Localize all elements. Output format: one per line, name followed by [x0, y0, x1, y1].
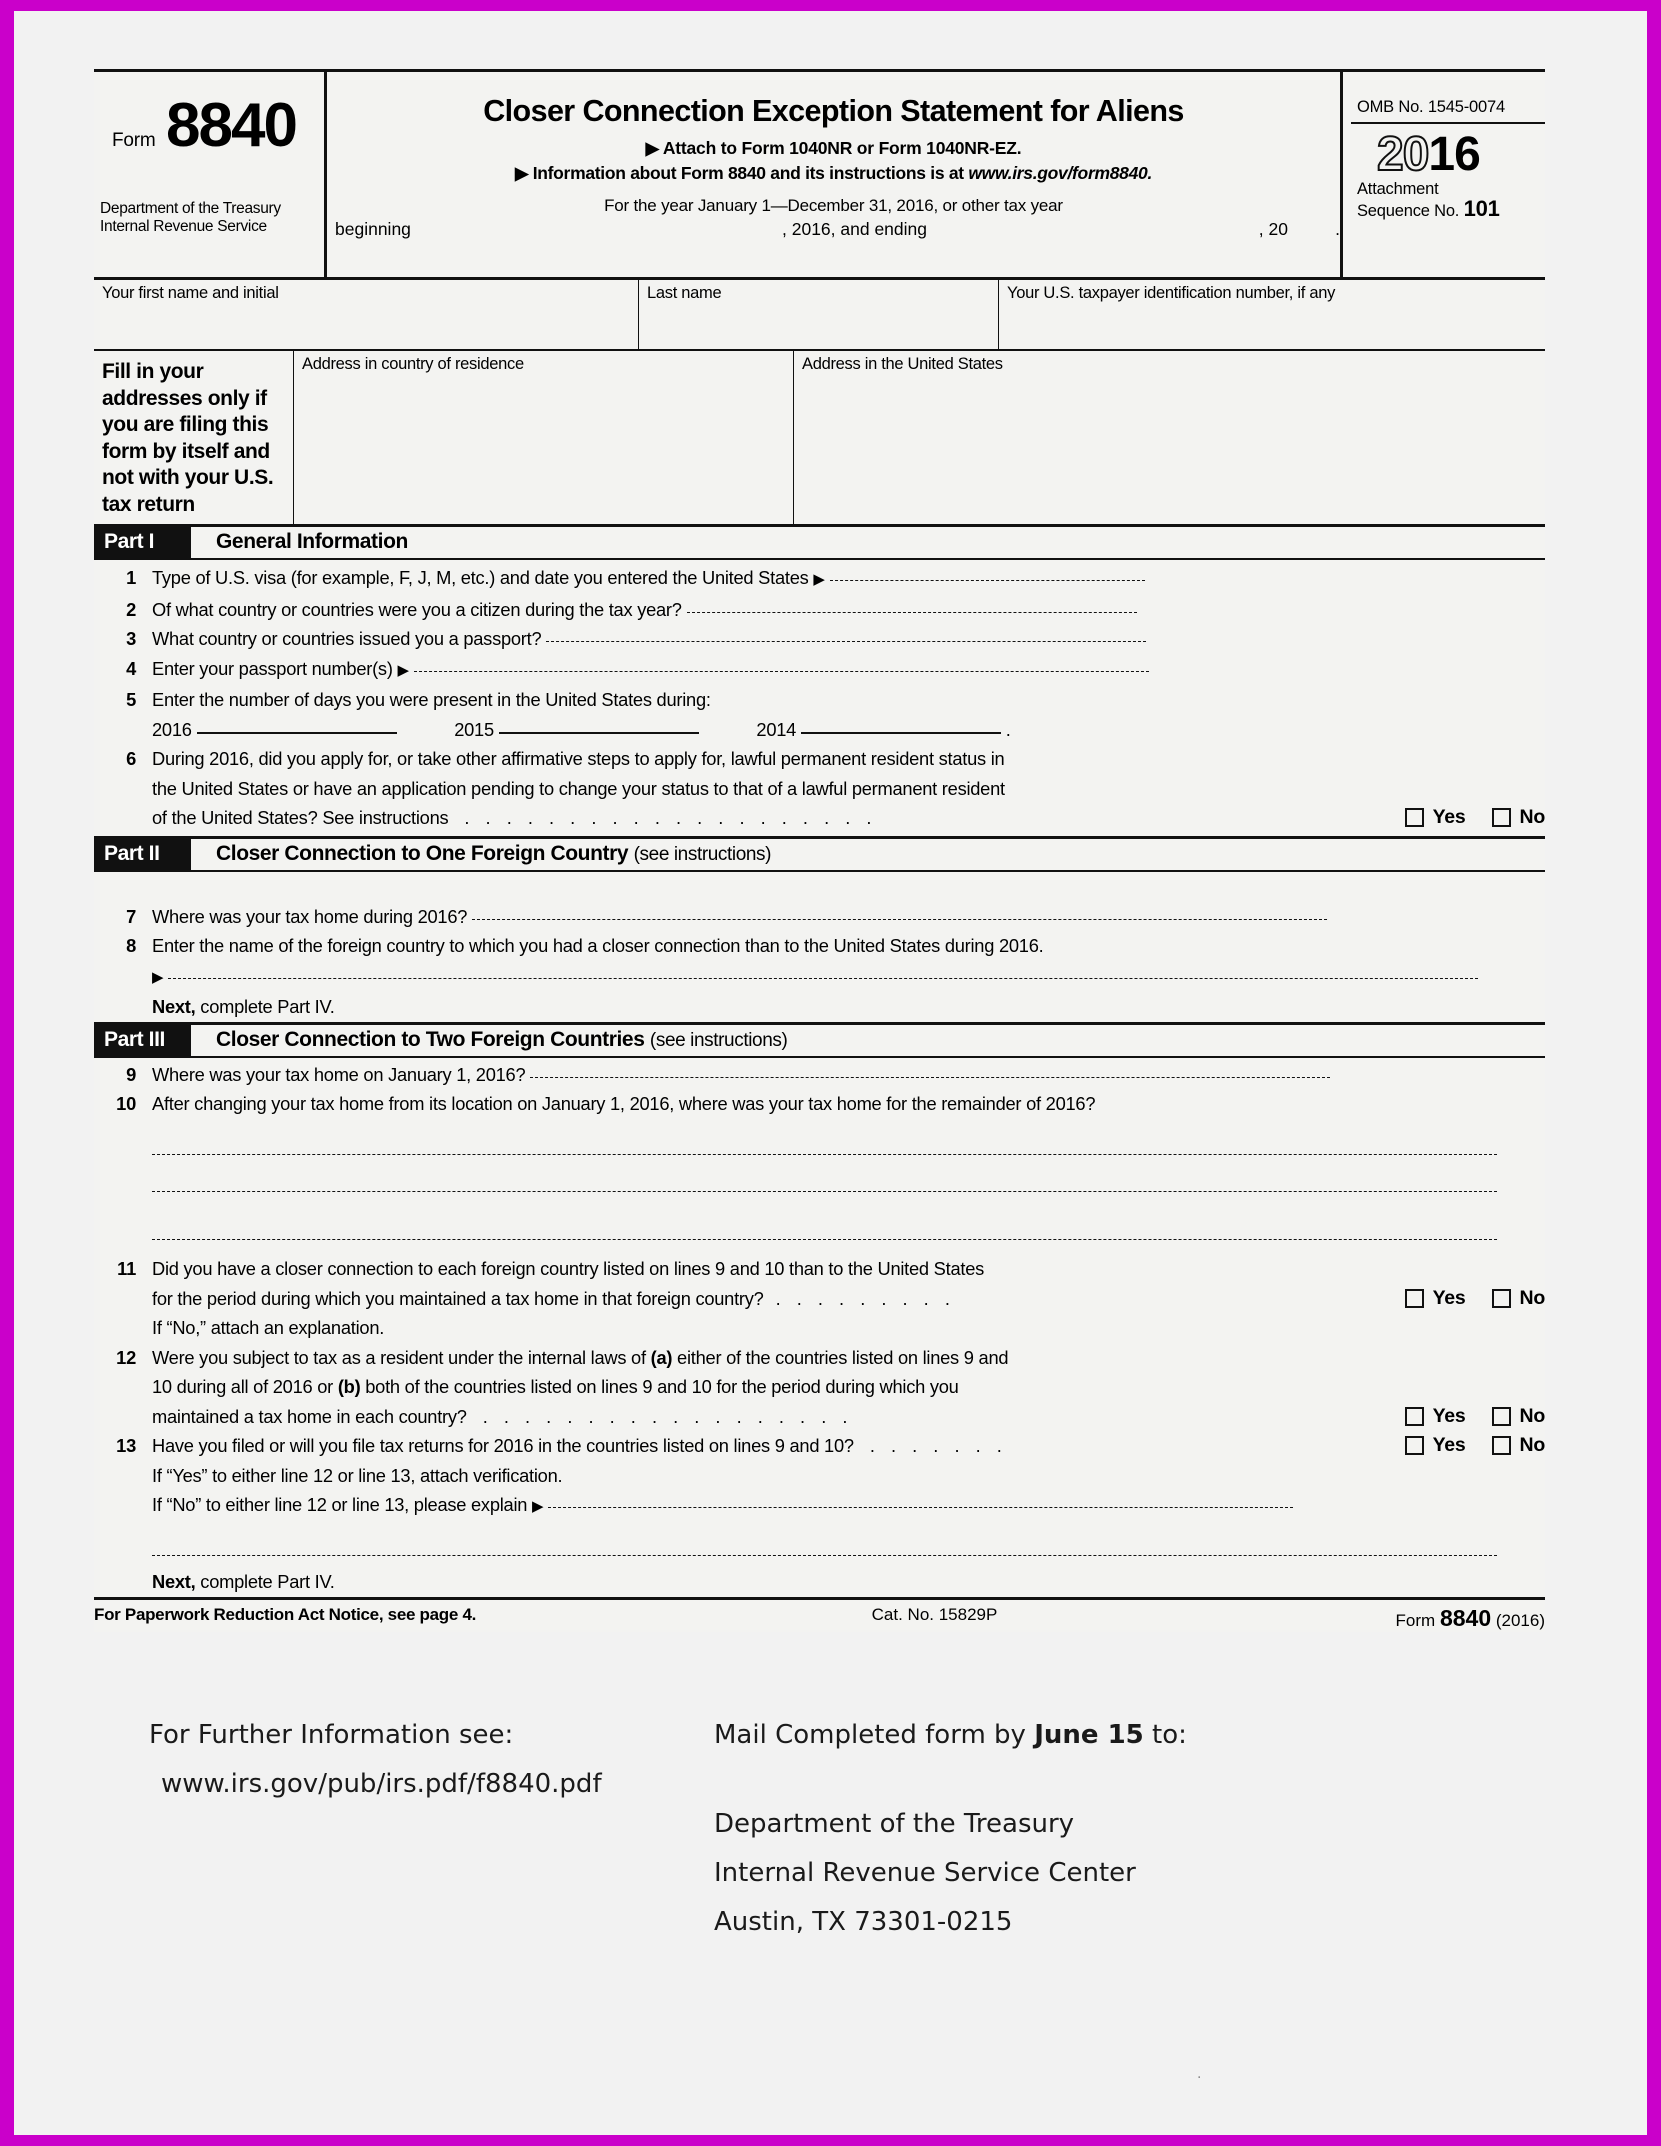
checkbox-no[interactable] — [1492, 1436, 1511, 1455]
department-line-1: Department of the Treasury — [100, 200, 281, 217]
label-yes: Yes — [1432, 806, 1466, 828]
line-11-text-2: for the period during which you maintained a tax home in that foreign country? — [152, 1287, 764, 1309]
label-no: No — [1519, 806, 1545, 828]
address-us-label: Address in the United States — [802, 355, 1003, 373]
footer-form-year: (2016) — [1495, 1610, 1545, 1630]
line-2 — [94, 595, 1545, 625]
tax-year-line: For the year January 1—December 31, 2016, or other tax year — [604, 196, 1063, 215]
line-4-number: 4 — [126, 657, 136, 679]
scan-artifact-dot: . — [1197, 2065, 1202, 2082]
scanned-page — [14, 11, 1647, 2135]
footer-form-label: Form — [1395, 1610, 1436, 1630]
first-name-label: Your first name and initial — [102, 284, 279, 302]
mailing-address-line-2: Internal Revenue Service Center — [714, 1858, 1136, 1888]
line-12-text-3: maintained a tax home in each country? — [152, 1405, 467, 1427]
line-12-option-a: (a) — [650, 1346, 673, 1368]
sequence-number: 101 — [1463, 196, 1500, 221]
next-rest: complete Part IV. — [195, 996, 335, 1017]
part-1-bar — [94, 524, 1545, 560]
line-6-number: 6 — [126, 748, 136, 769]
line-3-text: What country or countries issued you a passport? — [152, 628, 542, 649]
fill-addresses-note: Fill in your addresses only if you are filing this form by itself and not with your U.S. tax return — [94, 351, 294, 524]
part-2-title-suffix: (see instructions) — [633, 843, 772, 865]
pointer-icon: ▶ — [813, 571, 825, 588]
tax-year-prefix: 20 — [1377, 128, 1429, 181]
line-9-input[interactable] — [530, 1077, 1330, 1078]
tin-label: Your U.S. taxpayer identification number, if any — [1007, 284, 1336, 302]
header-right — [1340, 72, 1545, 277]
line-6 — [94, 744, 1545, 833]
days-year-2016-label: 2016 — [152, 718, 192, 740]
pointer-icon: ▶ — [397, 661, 409, 679]
paperwork-notice: For Paperwork Reduction Act Notice, see page 4. — [94, 1604, 477, 1624]
label-yes: Yes — [1432, 1404, 1466, 1427]
tin-cell[interactable] — [999, 280, 1545, 349]
line-13-text: Have you filed or will you file tax returns for 2016 in the countries listed on lines 9 and 10? — [152, 1435, 854, 1456]
line-13-number: 13 — [116, 1435, 136, 1456]
irs-url: www.irs.gov/form8840. — [968, 163, 1153, 183]
line-1-text: Type of U.S. visa (for example, F, J, M, etc.) and date you entered the United States — [152, 567, 809, 588]
period-middle-label: , 2016, and ending — [782, 219, 927, 239]
line-12 — [94, 1343, 1545, 1432]
line-13-explain-input-1[interactable] — [548, 1507, 1293, 1508]
line-6-yes[interactable] — [1405, 803, 1466, 833]
line-8 — [94, 931, 1545, 1022]
form-8840-sheet — [94, 69, 1545, 1632]
label-no: No — [1519, 1286, 1545, 1309]
line-12-text-1c: either of the countries listed on lines 9 and — [672, 1346, 1009, 1368]
checkbox-no[interactable] — [1492, 1407, 1511, 1426]
line-12-option-b: (b) — [337, 1376, 361, 1397]
line-12-text-1a: Were you subject to tax as a resident under the internal laws of — [152, 1346, 651, 1368]
address-residence-label: Address in country of residence — [302, 355, 524, 373]
mailing-instructions — [94, 1711, 1545, 1947]
checkbox-no[interactable] — [1492, 1289, 1511, 1308]
footer-form-number: 8840 — [1439, 1604, 1492, 1631]
line-1-number: 1 — [126, 567, 136, 588]
mail-deadline-date: June 15 — [1034, 1720, 1144, 1750]
line-10-number: 10 — [116, 1093, 136, 1114]
line-10-text: After changing your tax home from its location on January 1, 2016, where was your tax home for the remainder of 2016? — [152, 1093, 1096, 1114]
line-8-number: 8 — [126, 935, 136, 956]
part-2-title — [191, 839, 771, 870]
part-1-tag: Part I — [94, 527, 191, 558]
info-instruction-text: ▶ Information about Form 8840 and its instructions is at — [514, 163, 969, 183]
line-10 — [94, 1089, 1545, 1251]
line-12-text-2a: 10 during all of 2016 or — [152, 1376, 338, 1397]
name-row — [94, 277, 1545, 349]
leader-dots: . . . . . . . . . — [775, 1287, 956, 1309]
form-number: 8840 — [166, 91, 296, 160]
mail-post-text: to: — [1143, 1720, 1187, 1750]
form-header — [94, 72, 1545, 277]
mailing-address-line-3: Austin, TX 73301-0215 — [714, 1907, 1013, 1937]
first-name-cell[interactable] — [94, 280, 639, 349]
line-6-text-3: of the United States? See instructions — [152, 807, 449, 828]
form-footer — [94, 1600, 1545, 1632]
part-2-next-note — [152, 992, 1545, 1022]
mail-pre-text: Mail Completed form by — [714, 1720, 1035, 1750]
line-11-text-1: Did you have a closer connection to each foreign country listed on lines 9 and 10 than to the United States — [152, 1258, 984, 1279]
line-13-note-2: If “No” to either line 12 or line 13, please explain — [152, 1494, 528, 1515]
line-12-text-2c: both of the countries listed on lines 9 and 10 for the period during which you — [360, 1376, 959, 1397]
last-name-label: Last name — [647, 284, 722, 302]
next-rest: complete Part IV. — [195, 1571, 335, 1592]
line-1-input[interactable] — [830, 580, 1145, 581]
part-3-bar — [94, 1022, 1545, 1058]
line-9-number: 9 — [126, 1063, 136, 1085]
department-line-2: Internal Revenue Service — [100, 218, 267, 235]
line-11 — [94, 1251, 1545, 1343]
line-1 — [94, 563, 1545, 595]
line-2-input[interactable] — [687, 612, 1137, 613]
part-2-tag: Part II — [94, 839, 191, 870]
line-5-days-row — [94, 715, 1545, 745]
line-11-number: 11 — [117, 1258, 136, 1279]
days-year-2014-label: 2014 — [756, 718, 797, 740]
part-1-title: General Information — [216, 530, 408, 553]
line-7-input[interactable] — [472, 919, 1327, 920]
checkbox-yes[interactable] — [1405, 1436, 1424, 1455]
part-3-title-suffix: (see instructions) — [649, 1029, 788, 1051]
line-6-text-1: During 2016, did you apply for, or take other affirmative steps to apply for, lawful permanent resident status in — [152, 748, 1005, 769]
info-instruction — [327, 163, 1340, 184]
line-6-text-2: the United States or have an application pending to change your status to that of a lawful permanent resident — [152, 777, 1005, 799]
form-word-label: Form — [112, 130, 156, 151]
next-bold: Next, — [152, 1571, 196, 1592]
footer-form-id — [1215, 1605, 1545, 1632]
attachment-sequence — [1343, 180, 1545, 221]
line-7-text: Where was your tax home during 2016? — [152, 905, 468, 927]
address-residence-cell[interactable] — [294, 351, 794, 524]
last-name-cell[interactable] — [639, 280, 999, 349]
beginning-label: beginning — [335, 219, 411, 239]
line-10-input-3[interactable] — [152, 1239, 1497, 1240]
line-8-text: Enter the name of the foreign country to which you had a closer connection than to the United States during 2016. — [152, 935, 1044, 956]
line-6-no[interactable] — [1492, 803, 1546, 833]
sequence-label: Sequence No. — [1357, 202, 1460, 220]
part-3-title-text: Closer Connection to Two Foreign Countries — [216, 1027, 645, 1051]
days-2014-input[interactable] — [801, 732, 1001, 734]
days-row-period: . — [1005, 718, 1011, 740]
checkbox-yes[interactable] — [1405, 1407, 1424, 1426]
pointer-icon: ▶ — [152, 968, 164, 986]
department-block — [100, 200, 281, 236]
tax-year-big — [1343, 124, 1545, 180]
header-left — [94, 72, 324, 277]
line-3-number: 3 — [126, 628, 136, 649]
line-5-text: Enter the number of days you were present in the United States during: — [152, 689, 711, 710]
days-2015-input[interactable] — [499, 732, 699, 734]
line-13-note-1: If “Yes” to either line 12 or line 13, attach verification. — [152, 1464, 563, 1486]
address-us-cell[interactable] — [794, 351, 1545, 524]
part-3-title — [191, 1025, 787, 1056]
page-title: Closer Connection Exception Statement for Aliens — [483, 94, 1184, 128]
further-information-label: For Further Information see: — [149, 1720, 514, 1750]
line-11-note: If “No,” attach an explanation. — [152, 1317, 385, 1338]
label-no: No — [1519, 1434, 1545, 1456]
ending-label: , 20 — [1258, 219, 1288, 239]
next-bold: Next, — [152, 996, 196, 1017]
mailing-address-line-1: Department of the Treasury — [714, 1809, 1075, 1839]
leader-dots: . . . . . . . — [869, 1435, 1008, 1456]
line-4 — [94, 654, 1545, 686]
label-yes: Yes — [1432, 1286, 1466, 1309]
leader-dots: . . . . . . . . . . . . . . . . . . . . — [464, 807, 877, 828]
checkbox-yes[interactable] — [1405, 1289, 1424, 1308]
line-9-text: Where was your tax home on January 1, 2016? — [152, 1063, 526, 1085]
line-7-number: 7 — [126, 905, 136, 927]
further-information-url[interactable]: www.irs.gov/pub/irs.pdf/f8840.pdf — [161, 1769, 602, 1799]
line-8-input[interactable] — [168, 978, 1478, 979]
header-middle — [324, 72, 1340, 277]
line-3 — [94, 624, 1545, 654]
leader-dots: . . . . . . . . . . . . . . . . . . — [482, 1405, 853, 1427]
line-5-number: 5 — [126, 689, 136, 710]
mail-instruction-line — [714, 1711, 1545, 1760]
address-row — [94, 349, 1545, 524]
line-3-input[interactable] — [546, 641, 1146, 642]
line-10-input-2[interactable] — [152, 1191, 1497, 1192]
line-2-text: Of what country or countries were you a citizen during the tax year? — [152, 598, 682, 620]
tax-period-row — [327, 219, 1340, 245]
days-2016-input[interactable] — [197, 732, 397, 734]
label-yes: Yes — [1432, 1434, 1466, 1456]
part-3-next-note — [152, 1567, 1545, 1597]
label-no: No — [1519, 1404, 1545, 1427]
part-2-bar — [94, 836, 1545, 872]
attach-instruction: ▶ Attach to Form 1040NR or Form 1040NR-EZ. — [645, 138, 1022, 158]
line-13-yes[interactable] — [1405, 1431, 1466, 1461]
line-2-number: 2 — [126, 598, 136, 620]
checkbox-no[interactable] — [1492, 808, 1511, 827]
line-4-input[interactable] — [414, 671, 1149, 672]
period-end-period: . — [1335, 219, 1340, 239]
line-13 — [94, 1431, 1545, 1597]
line-10-input-1[interactable] — [152, 1154, 1497, 1155]
further-information-block — [94, 1711, 654, 1947]
omb-number: OMB No. 1545-0074 — [1357, 98, 1505, 116]
mail-instruction-block — [654, 1711, 1545, 1947]
line-11-yes[interactable] — [1405, 1284, 1466, 1314]
catalog-number: Cat. No. 15829P — [871, 1604, 998, 1624]
line-7 — [94, 902, 1545, 932]
part-2-title-text: Closer Connection to One Foreign Country — [216, 841, 629, 865]
line-13-explain-input-2[interactable] — [152, 1555, 1497, 1556]
mailing-address — [714, 1800, 1545, 1947]
line-13-no[interactable] — [1492, 1431, 1546, 1461]
line-12-yes[interactable] — [1405, 1402, 1466, 1432]
part-3-tag: Part III — [94, 1025, 191, 1056]
days-year-2015-label: 2015 — [454, 718, 494, 740]
checkbox-yes[interactable] — [1405, 808, 1424, 827]
attachment-label: Attachment — [1357, 180, 1439, 198]
line-11-no[interactable] — [1492, 1284, 1546, 1314]
tax-year-suffix: 16 — [1428, 128, 1480, 181]
line-5 — [94, 685, 1545, 715]
line-12-no[interactable] — [1492, 1402, 1546, 1432]
pointer-icon: ▶ — [532, 1498, 544, 1515]
line-9 — [94, 1060, 1545, 1090]
line-12-number: 12 — [116, 1346, 136, 1368]
line-4-text: Enter your passport number(s) — [152, 657, 393, 679]
